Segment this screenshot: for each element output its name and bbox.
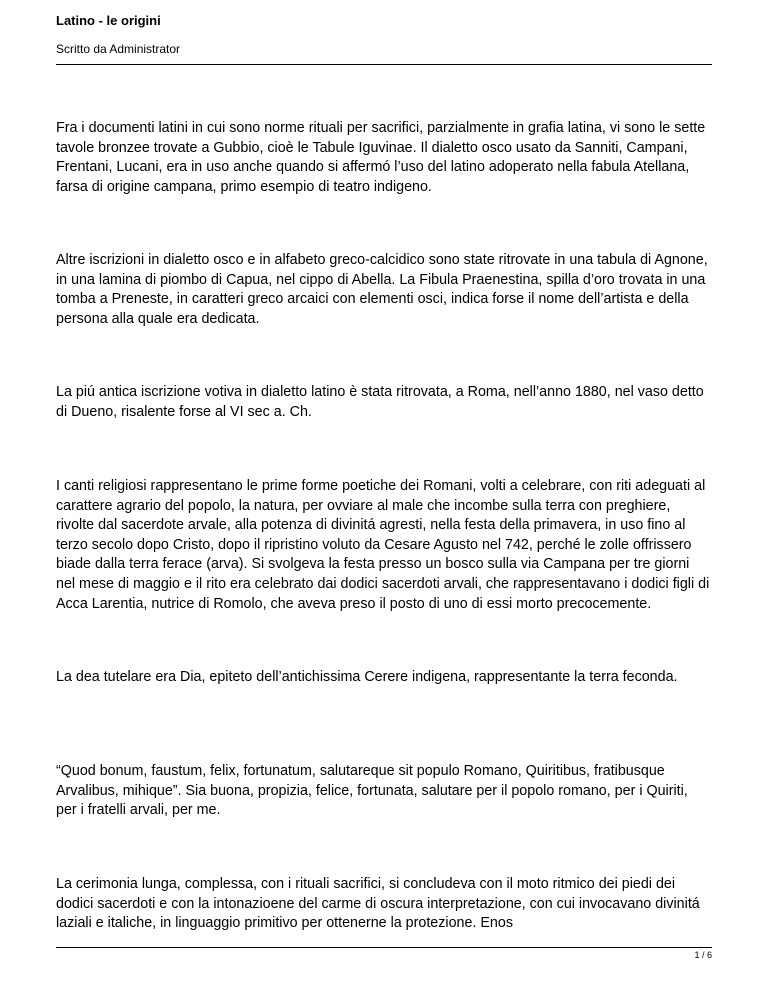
page-number: 1 / 6: [694, 950, 712, 960]
paragraph: Altre iscrizioni in dialetto osco e in alfabeto greco-calcidico sono state ritrovate in una tabula di Agnone, in una lamina di piombo di Capua, nel cippo di Abella. La Fibula Praenestina, spilla d’oro trovata in una tomba a Preneste, in caratteri greco arcaici con elementi osci, indica forse il nome dell’artista e della persona alla quale era dedicata.: [56, 252, 708, 327]
paragraph: La dea tutelare era Dia, epiteto dell’antichissima Cerere indigena, rappresentante la terra feconda.: [56, 669, 678, 685]
footer-divider: [56, 947, 712, 948]
paragraph: La cerimonia lunga, complessa, con i rituali sacrifici, si concludeva con il moto ritmico dei piedi dei dodici sacerdoti e con la intonazioene del carme di oscura interpretazione, con cui invocavano divinitá laziali e italiche, in linguaggio primitivo per ottenerne la protezione. Enos: [56, 876, 700, 932]
page-title: Latino - le origini: [56, 13, 161, 28]
paragraph: “Quod bonum, faustum, felix, fortunatum, salutareque sit populo Romano, Quiritibus, fratibusque Arvalibus, mihique”. Sia buona, propizia, felice, fortunata, salutare per il popolo romano, per i Quiriti, per i fratelli arvali, per me.: [56, 763, 688, 819]
author-byline: Scritto da Administrator: [56, 42, 181, 56]
paragraph: I canti religiosi rappresentano le prime forme poetiche dei Romani, volti a celebrare, con riti adeguati al carattere agrario del popolo, la natura, per ovviare al male che incombe sulla terra con preghiere, rivolte dal sacerdote arvale, alla potenza di divinitá agresti, nella festa della primavera, in uso fino al terzo secolo dopo Cristo, dopo il ripristino voluto da Cesare Agusto nel 742, perché le zolle offrissero biade dalla terra ferace (arva). Si svolgeva la festa presso un bosco sulla via Campana per tre giorni nel mese di maggio e il rito era celebrato dai dodici sacerdoti arvali, che rappresentavano i dodici figli di Acca Larentia, nutrice di Romolo, che aveva preso il posto di uno di essi morto precocemente.: [56, 478, 710, 612]
paragraph: La piú antica iscrizione votiva in dialetto latino è stata ritrovata, a Roma, nell’anno 1880, nel vaso detto di Dueno, risalente forse al VI sec a. Ch.: [56, 384, 704, 420]
paragraph: Fra i documenti latini in cui sono norme rituali per sacrifici, parzialmente in grafia latina, vi sono le sette tavole bronzee trovate a Gubbio, cioè le Tabule Iguvinae. Il dialetto osco usato da Sanniti, Campani, Frentani, Lucani, era in uso anche quando si affermó l’uso del latino adoperato nella fabula Atellana, farsa di origine campana, primo esempio di teatro indigeno.: [56, 120, 706, 195]
header-divider: [56, 64, 712, 65]
